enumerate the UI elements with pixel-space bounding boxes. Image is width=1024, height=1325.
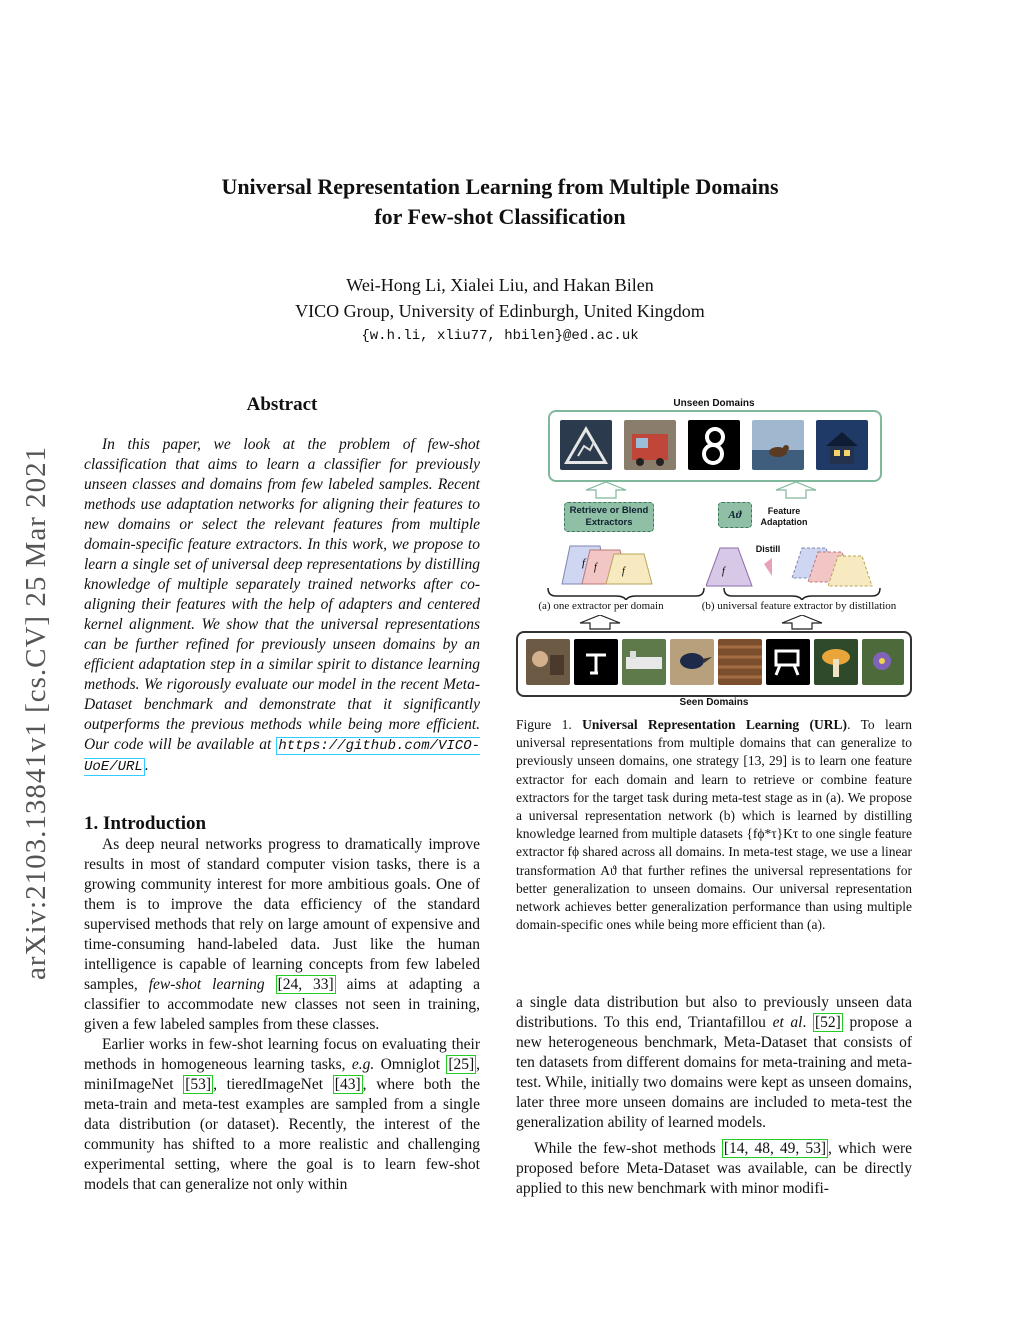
intro-p2-e: , where both the meta-train and meta-test examples are sampled from a single data distribution (or dataset). Recently, the interest of the community has shifted to a more realistic and challenging experimental setting, where the goal is to learn few-shot models that can generalize not only within xyxy=(84,1076,480,1193)
citation-link[interactable]: [43] xyxy=(334,1076,361,1093)
figure-1 xyxy=(516,396,912,711)
authors: Wei-Hong Li, Xialei Liu, and Hakan Bilen xyxy=(346,275,654,295)
unseen-domains-box xyxy=(548,410,882,482)
caption-text: . To learn universal representations from multiple domains that can generalize to previously unseen domains, one strategy [13, 29] is to learn one feature extractor for each domain and learn to retrieve or combine feature extractors for the target task during meta-test stage as in (a). We propose a universal representation network (b) which is learned by distilling knowledge learned from multiple datasets {fϕ*τ}Kτ to one single feature extractor fϕ shared across all domains. In meta-test stage, we use a linear transformation Aϑ that further refines the universal representations for better generalization to unseen domains. Our universal representation network achieves better generalization performance than using multiple domain-specific ones while being more efficient than (a). xyxy=(516,717,912,933)
right-paragraph-2 xyxy=(516,1139,912,1199)
intro-p2-c: , miniImageNet xyxy=(84,1056,481,1093)
unseen-domains-label: Unseen Domains xyxy=(673,398,755,409)
imagenet-image xyxy=(526,639,570,685)
intro-paragraph-1 xyxy=(84,835,480,1035)
fungi-image xyxy=(814,639,858,685)
intro-p1-text: As deep neural networks progress to dramatically improve results in most of standard computer vision tasks, there is a growing community interest for more ambitious goals. One of them is to improve the data efficiency of the standard supervised methods that rely on large amount of expensive and time-consuming hand-labeled data. Just like the human intelligence is capable of learning concepts from few labeled samples, xyxy=(84,836,480,993)
f-phi-label: f xyxy=(722,566,725,577)
lower-arrows xyxy=(576,615,856,631)
right-paragraph-1: a single data distribution but also to previously unseen data distributions. To this end, Triantafillou et al. [52] propose a new heterogeneous benchmark, Meta-Dataset that consists of ten datasets from different domains for meta-training and meta-test. While, initially two domains were kept as unseen domains, later three more unseen domains are included to meta-test the generalization ability of learned models. xyxy=(516,994,913,1131)
code-url-link[interactable]: https://github.com/VICO-UoE/URL xyxy=(84,738,481,775)
citation-link[interactable]: [52] xyxy=(814,1014,841,1031)
citation-link[interactable]: [14, 48, 49, 53] xyxy=(723,1140,826,1157)
distill-label: Distill xyxy=(755,544,781,554)
intro-p2-a: Earlier works in few-shot learning focus on evaluating their methods in homogeneous learning tasks, xyxy=(84,1036,480,1073)
eg-term: e.g. xyxy=(351,1056,375,1073)
etal-term: et al xyxy=(772,1014,803,1031)
abstract-heading: Abstract xyxy=(246,394,318,415)
right-column-body xyxy=(516,993,912,1199)
intro-paragraph-2 xyxy=(84,1035,480,1195)
f-phi2-label: f xyxy=(594,562,597,573)
flower-image xyxy=(862,639,904,685)
braces xyxy=(546,586,886,600)
right-p2-b: , which were proposed before Meta-Dataset was available, can be directly applied to this new benchmark with minor modifi- xyxy=(516,1140,913,1197)
citation-link[interactable]: [25] xyxy=(448,1056,475,1073)
house-image xyxy=(816,420,868,470)
f-phik-label: f xyxy=(622,566,625,577)
paper-title xyxy=(0,172,1000,232)
arxiv-stamp: arXiv:2103.13841v1 [cs.CV] 25 Mar 2021 xyxy=(20,445,52,980)
bird-image xyxy=(670,639,714,685)
texture-image xyxy=(718,639,762,685)
extractors-b xyxy=(706,546,886,588)
seen-domains-label: Seen Domains xyxy=(679,697,749,708)
quickdraw-image xyxy=(766,639,810,685)
abstract-body: In this paper, we look at the problem of few-shot classification that aims to learn a classifier for previously unseen classes and domains from few labeled samples. Recent methods use adaptation networks for aligning their features to new domains or select the relevant features from multiple domain-specific feature extractors. In this work, we propose to learn a single set of universal deep representations by distilling knowledge of multiple separately trained networks after co-aligning their features with the help of adapters and centered kernel alignment. We show that the universal representations can be further refined for previously unseen domains by an efficient adaptation step in a similar spirit to distance learning methods. We rigorously evaluate our model in the recent Meta-Dataset benchmark and demonstrate that it significantly outperforms the previous methods while being more efficient. Our code will be available at https://github.com/VICO-UoE/URL . xyxy=(84,436,481,775)
up-arrows xyxy=(576,482,856,500)
mnist-digit-image xyxy=(688,420,740,470)
aircraft-image xyxy=(622,639,666,685)
citation-link[interactable]: [24, 33] xyxy=(277,976,334,993)
few-shot-term: few-shot learning xyxy=(148,976,265,993)
label-a: (a) one extractor per domain xyxy=(538,600,664,612)
affiliation: VICO Group, University of Edinburgh, United Kingdom xyxy=(295,301,705,321)
dog-lake-image xyxy=(752,420,804,470)
intro-p2-b: Omniglot xyxy=(380,1056,440,1073)
intro-body xyxy=(84,835,480,1195)
right-p2-a: While the few-shot methods xyxy=(534,1140,716,1157)
emails: {w.h.li, xliu77, hbilen}@ed.ac.uk xyxy=(361,328,639,344)
label-b: (b) universal feature extractor by distillation xyxy=(701,600,897,612)
intro-p1-end: aims at adapting a classifier to accommodate new classes not seen in training, given a few labeled samples from these classes. xyxy=(84,976,481,1033)
truck-image xyxy=(624,420,676,470)
abstract-text: In this paper, we look at the problem of few-shot classification that aims to learn a classifier for previously unseen classes and domains from few labeled samples. Recent methods use adaptation networks for aligning their features to new domains or select the relevant features from multiple domain-specific feature extractors. In this work, we propose to learn a single set of universal deep representations by distilling knowledge of multiple separately trained networks after co-aligning their features with the help of adapters and centered kernel alignment. We show that the universal representations can be further refined for previously unseen domains by an efficient adaptation step in a similar spirit to distance learning methods. We rigorously evaluate our model in the recent Meta-Dataset benchmark and demonstrate that it significantly outperforms the previous methods while being more efficient. Our code will be available at xyxy=(84,436,480,753)
retrieve-blend-box: Retrieve or Blend Extractors xyxy=(564,502,654,532)
intro-p2-d: , tieredImageNet xyxy=(213,1076,324,1093)
right-p1-a: a single data distribution but also to previously unseen data distributions. To this end, Triantafillou xyxy=(516,994,912,1031)
citation-link[interactable]: [53] xyxy=(185,1076,212,1093)
f-label: f xyxy=(582,557,586,569)
title-line-1: Universal Representation Learning from Multiple Domains xyxy=(221,174,779,199)
feature-adaptation-label: Feature Adaptation xyxy=(760,506,808,527)
extractors-a xyxy=(556,544,676,588)
caption-bold: Universal Representation Learning (URL) xyxy=(582,717,848,732)
intro-heading: 1. Introduction xyxy=(84,813,207,834)
traffic-sign-image xyxy=(560,420,612,470)
seen-domains-box xyxy=(516,631,912,697)
title-line-2: for Few-shot Classification xyxy=(374,204,626,229)
figure-caption xyxy=(516,716,912,934)
author-block xyxy=(0,272,1000,324)
caption-prefix: Figure 1. xyxy=(516,717,572,732)
omniglot-image xyxy=(574,639,618,685)
a-theta-box: Aϑ xyxy=(718,502,752,528)
right-p1-b: propose a new heterogeneous benchmark, Meta-Dataset that consists of ten datasets from different domains for meta-training and meta-test. While, initially two domains were kept as unseen domains, later three more unseen domains are included to meta-test the generalization ability of learned models. xyxy=(516,1014,913,1131)
